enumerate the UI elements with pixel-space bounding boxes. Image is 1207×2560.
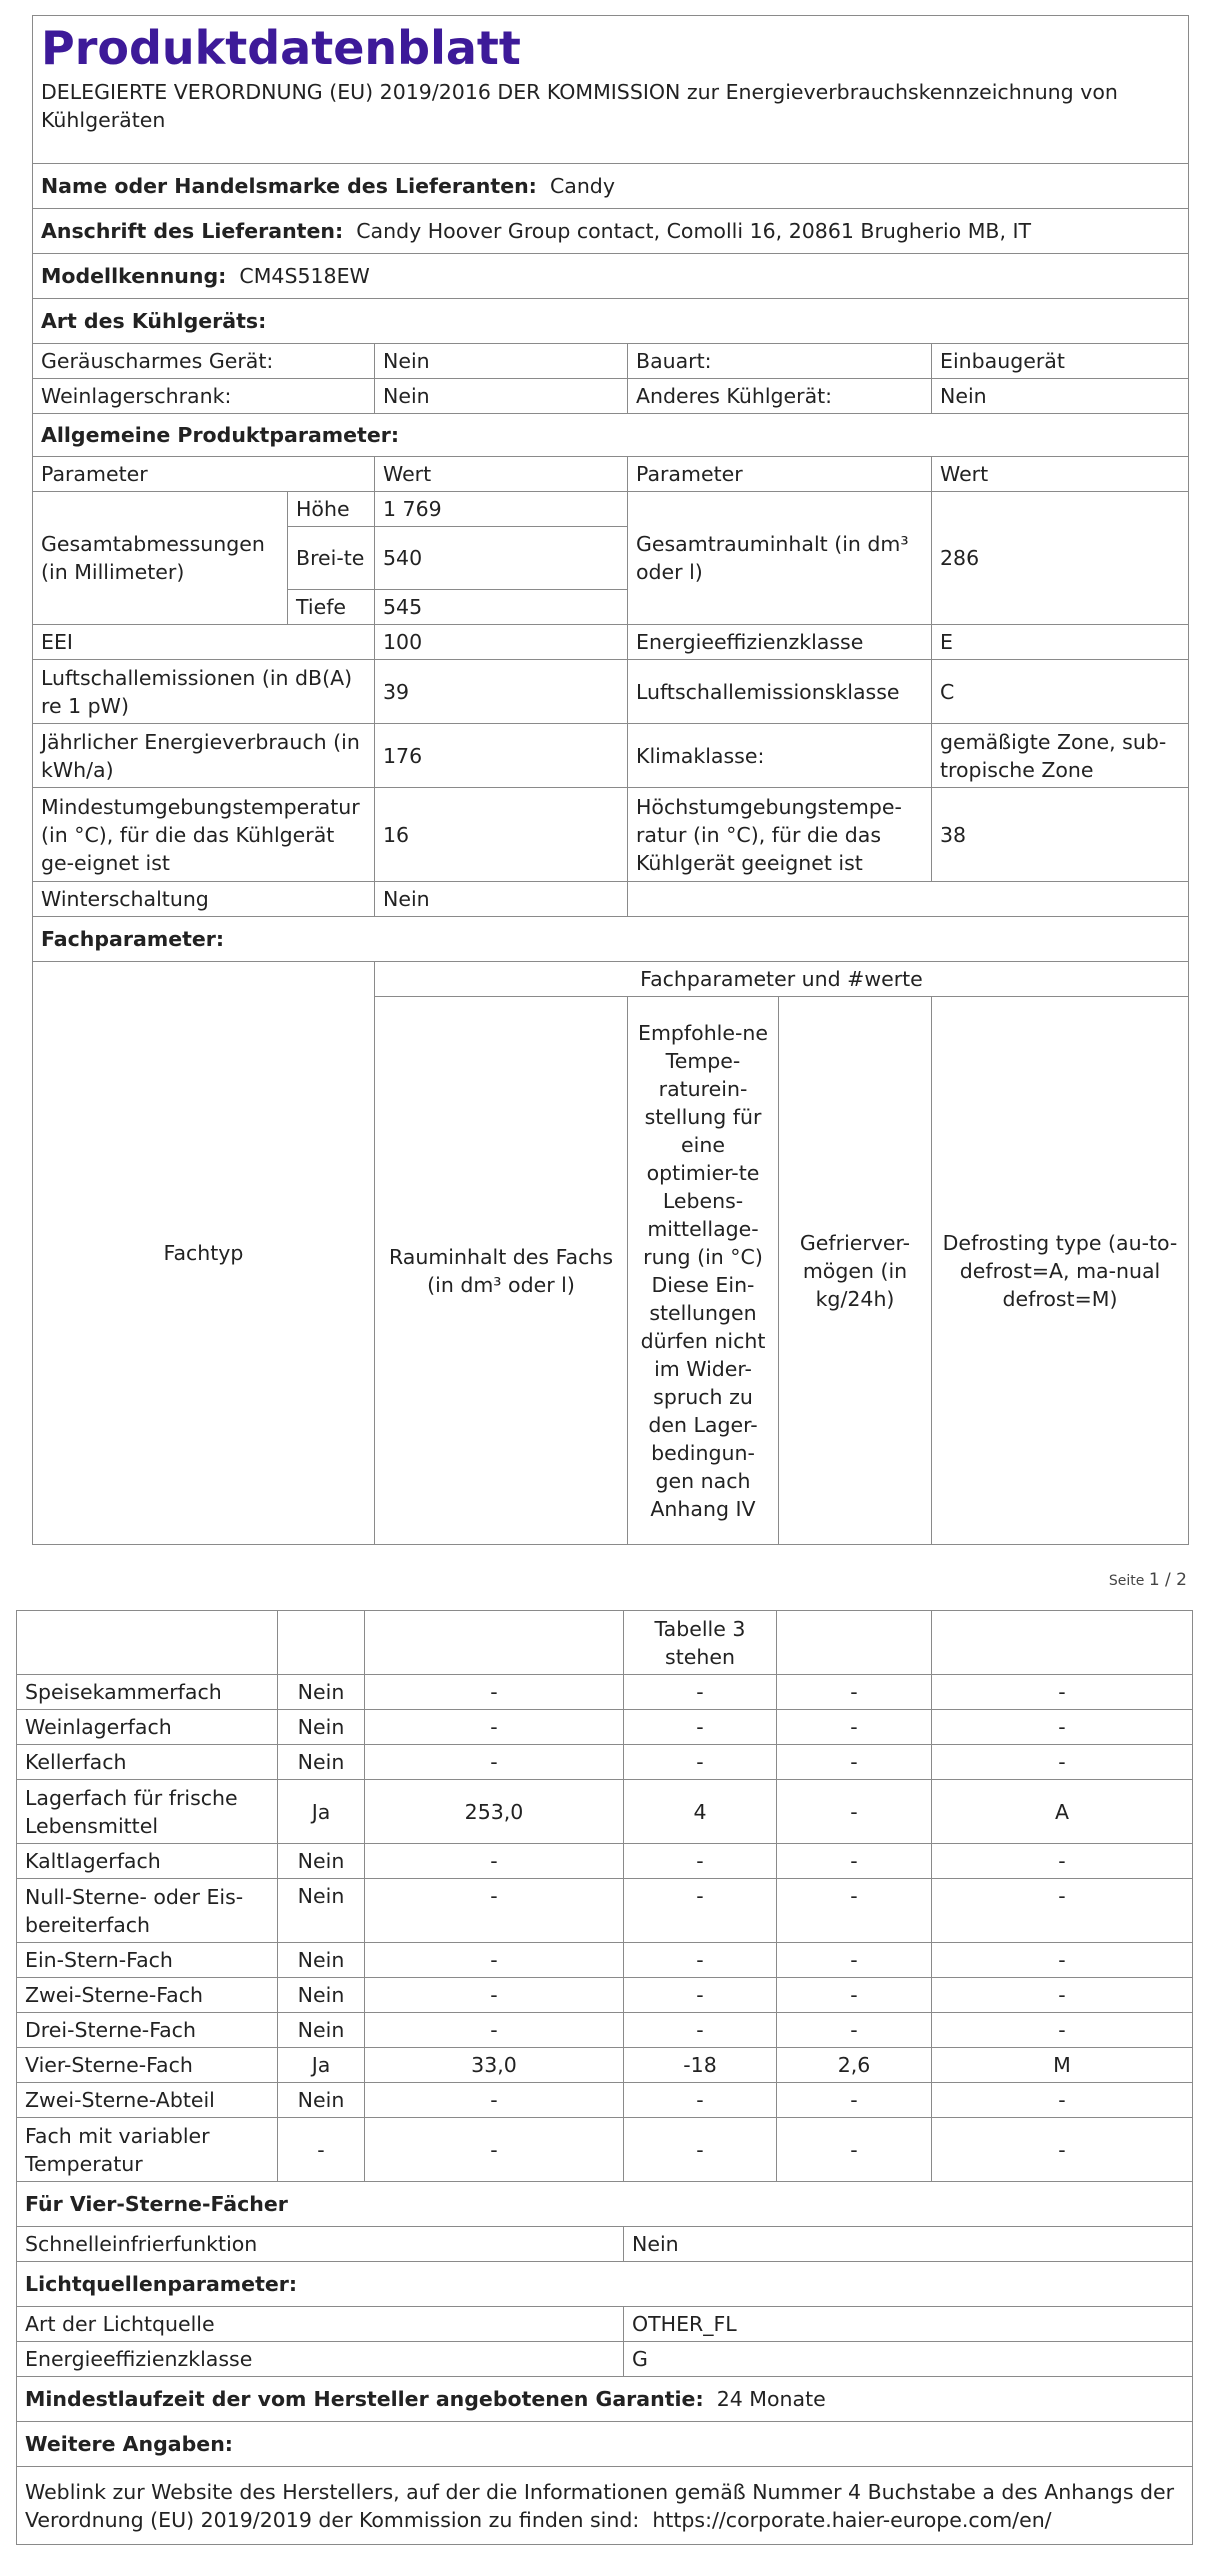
- dimension-key: Brei-te: [288, 527, 375, 590]
- datasheet-table-page2: [16, 1610, 1193, 2545]
- compartment-volume: -: [365, 2083, 624, 2118]
- param-value: C: [932, 660, 1189, 724]
- compartment-freeze-capacity: 2,6: [777, 2048, 932, 2083]
- type-key: Anderes Kühlgerät:: [628, 379, 932, 414]
- compartment-freeze-capacity: -: [777, 2118, 932, 2182]
- compartment-freeze-capacity: -: [777, 1879, 932, 1943]
- supplier-label: Name oder Handelsmarke des Lieferanten:: [41, 174, 537, 198]
- dimensions-label: Gesamtabmessungen (in Millimeter): [33, 492, 288, 625]
- page-title: Produktdatenblatt: [41, 21, 521, 75]
- compartment-name: Kellerfach: [17, 1745, 278, 1780]
- dimension-value: 545: [375, 590, 628, 625]
- comp-heading: Fachparameter:: [33, 917, 1189, 962]
- compartment-freeze-capacity: -: [777, 1710, 932, 1745]
- compartment-freeze-capacity: -: [777, 1943, 932, 1978]
- type-heading: Art des Kühlgeräts:: [33, 299, 1189, 344]
- dimension-key: Tiefe: [288, 590, 375, 625]
- more-text: Weblink zur Website des Herstellers, auf der die Informationen gemäß Nummer 4 Buchstabe a des Anhangs der Verordnung (EU) 2019/2019 der Kommission zu finden sind:: [25, 2479, 1175, 2532]
- param-value: gemäßigte Zone, sub-tropische Zone: [932, 724, 1189, 788]
- supplier-value: Candy: [549, 174, 615, 198]
- compartment-defrost-type: -: [932, 2013, 1193, 2048]
- dimension-key: Höhe: [288, 492, 375, 527]
- address-row: [33, 209, 1189, 254]
- compartment-row: [17, 2083, 1193, 2118]
- compartment-defrost-type: -: [932, 1879, 1193, 1943]
- comp-freeze-header: Gefrierver-mögen (in kg/24h): [779, 997, 932, 1545]
- compartment-row: [17, 1844, 1193, 1879]
- type-value: Nein: [932, 379, 1189, 414]
- type-value: Einbaugerät: [932, 344, 1189, 379]
- page-break: [0, 1561, 1207, 1607]
- compartment-present: Nein: [278, 2013, 365, 2048]
- datasheet-table-page1: [32, 15, 1189, 1545]
- comp-type-header: Fachtyp: [33, 962, 375, 1545]
- param-key: Luftschallemissionen (in dB(A) re 1 pW): [33, 660, 375, 724]
- compartment-present: Nein: [278, 1879, 365, 1943]
- comp-type-continued: [17, 1611, 278, 1675]
- volume-value: 286: [932, 492, 1189, 625]
- footer-page-number: 1 / 2: [1148, 1570, 1187, 1590]
- winter-value: Nein: [375, 882, 628, 917]
- compartment-temperature: -: [624, 1978, 777, 2013]
- compartment-volume: -: [365, 1978, 624, 2013]
- compartment-defrost-type: M: [932, 2048, 1193, 2083]
- compartment-defrost-type: -: [932, 1745, 1193, 1780]
- dimension-value: 540: [375, 527, 628, 590]
- comp-volume-header: Rauminhalt des Fachs (in dm³ oder l): [375, 997, 628, 1545]
- four-star-heading: Für Vier-Sterne-Fächer: [17, 2182, 1193, 2227]
- manufacturer-link[interactable]: https://corporate.haier-europe.com/en/: [652, 2507, 1052, 2532]
- compartment-freeze-capacity: -: [777, 2083, 932, 2118]
- more-info-cell: [17, 2467, 1193, 2545]
- compartment-present: Nein: [278, 1710, 365, 1745]
- compartment-name: Lagerfach für frische Lebensmittel: [17, 1780, 278, 1844]
- param-key: Mindestumgebungstemperatur (in °C), für die das Kühlgerät ge-eignet ist: [33, 788, 375, 882]
- compartment-name: Drei-Sterne-Fach: [17, 2013, 278, 2048]
- type-key: Bauart:: [628, 344, 932, 379]
- warranty-label: Mindestlaufzeit der vom Hersteller angebotenen Garantie:: [25, 2387, 704, 2411]
- compartment-temperature: -: [624, 2013, 777, 2048]
- compartment-volume: -: [365, 1675, 624, 1710]
- param-value: 176: [375, 724, 628, 788]
- compartment-row: [17, 1710, 1193, 1745]
- compartment-name: Speisekammerfach: [17, 1675, 278, 1710]
- warranty-value: 24 Monate: [716, 2387, 826, 2411]
- general-header-param: Parameter: [33, 457, 375, 492]
- param-key: Höchstumgebungstempe-ratur (in °C), für die das Kühlgerät geeignet ist: [628, 788, 932, 882]
- comp-volume-continued: [365, 1611, 624, 1675]
- compartment-name: Zwei-Sterne-Fach: [17, 1978, 278, 2013]
- compartment-name: Zwei-Sterne-Abteil: [17, 2083, 278, 2118]
- comp-freeze-continued: [777, 1611, 932, 1675]
- compartment-defrost-type: -: [932, 1710, 1193, 1745]
- compartment-present: Nein: [278, 1978, 365, 2013]
- compartment-row: [17, 2048, 1193, 2083]
- compartment-rows: [17, 1675, 1193, 2182]
- compartment-volume: -: [365, 1879, 624, 1943]
- compartment-row: [17, 1675, 1193, 1710]
- winter-key: Winterschaltung: [33, 882, 375, 917]
- compartment-name: Null-Sterne- oder Eis-bereiterfach: [17, 1879, 278, 1943]
- compartment-present: Nein: [278, 1675, 365, 1710]
- supplier-row: [33, 164, 1189, 209]
- compartment-defrost-type: -: [932, 2083, 1193, 2118]
- model-label: Modellkennung:: [41, 264, 227, 288]
- compartment-row: [17, 1780, 1193, 1844]
- model-value: CM4S518EW: [239, 264, 370, 288]
- light-value: OTHER_FL: [624, 2307, 1193, 2342]
- compartment-present: -: [278, 2118, 365, 2182]
- light-key: Art der Lichtquelle: [17, 2307, 624, 2342]
- param-value: 100: [375, 625, 628, 660]
- compartment-row: [17, 1745, 1193, 1780]
- comp-group-header: Fachparameter und #werte: [375, 962, 1189, 997]
- compartment-volume: -: [365, 1710, 624, 1745]
- regulation-text: DELEGIERTE VERORDNUNG (EU) 2019/2016 DER KOMMISSION zur Energieverbrauchskennzeichnung von Kühlgeräten: [41, 80, 1118, 132]
- page-2: [16, 1610, 1192, 2545]
- compartment-freeze-capacity: -: [777, 2013, 932, 2048]
- address-label: Anschrift des Lieferanten:: [41, 219, 344, 243]
- compartment-temperature: -: [624, 2083, 777, 2118]
- model-row: [33, 254, 1189, 299]
- compartment-name: Vier-Sterne-Fach: [17, 2048, 278, 2083]
- compartment-defrost-type: A: [932, 1780, 1193, 1844]
- compartment-present: Nein: [278, 1745, 365, 1780]
- page-footer: [1109, 1570, 1187, 1590]
- compartment-defrost-type: -: [932, 1675, 1193, 1710]
- compartment-freeze-capacity: -: [777, 1844, 932, 1879]
- compartment-temperature: -: [624, 1675, 777, 1710]
- comp-temp-header: Empfohle-ne Tempe-raturein-stellung für eine optimier-te Lebens-mittellage-rung (in °C) Diese Ein-stellungen dürfen nicht im Wider-spruch zu den Lager-bedingun-gen nach Anhang IV: [628, 997, 779, 1545]
- compartment-defrost-type: -: [932, 1978, 1193, 2013]
- compartment-row: [17, 2013, 1193, 2048]
- compartment-volume: -: [365, 2013, 624, 2048]
- compartment-present: Nein: [278, 2083, 365, 2118]
- general-header-value: Wert: [375, 457, 628, 492]
- compartment-name: Kaltlagerfach: [17, 1844, 278, 1879]
- compartment-present: Ja: [278, 2048, 365, 2083]
- compartment-volume: 253,0: [365, 1780, 624, 1844]
- compartment-volume: -: [365, 1844, 624, 1879]
- compartment-name: Ein-Stern-Fach: [17, 1943, 278, 1978]
- compartment-row: [17, 2118, 1193, 2182]
- compartment-freeze-capacity: -: [777, 1978, 932, 2013]
- compartment-row: [17, 1943, 1193, 1978]
- compartment-defrost-type: -: [932, 2118, 1193, 2182]
- compartment-volume: -: [365, 1943, 624, 1978]
- compartment-present: Nein: [278, 1943, 365, 1978]
- compartment-present: Ja: [278, 1780, 365, 1844]
- comp-temp-header-continued: Tabelle 3 stehen: [624, 1611, 777, 1675]
- type-key: Geräuscharmes Gerät:: [33, 344, 375, 379]
- footer-label: Seite: [1108, 1573, 1145, 1589]
- address-value: Candy Hoover Group contact, Comolli 16, 20861 Brugherio MB, IT: [356, 219, 1032, 243]
- general-header-value: Wert: [932, 457, 1189, 492]
- compartment-temperature: -: [624, 1844, 777, 1879]
- param-value: 38: [932, 788, 1189, 882]
- param-key: Luftschallemissionsklasse: [628, 660, 932, 724]
- param-value: 16: [375, 788, 628, 882]
- light-heading: Lichtquellenparameter:: [17, 2262, 1193, 2307]
- compartment-freeze-capacity: -: [777, 1675, 932, 1710]
- compartment-temperature: -: [624, 1879, 777, 1943]
- comp-defrost-header: Defrosting type (au-to-defrost=A, ma-nual defrost=M): [932, 997, 1189, 1545]
- compartment-temperature: -18: [624, 2048, 777, 2083]
- comp-defrost-continued: [932, 1611, 1193, 1675]
- compartment-temperature: -: [624, 2118, 777, 2182]
- general-header-param: Parameter: [628, 457, 932, 492]
- empty-cell: [628, 882, 1189, 917]
- compartment-freeze-capacity: -: [777, 1745, 932, 1780]
- param-key: Energieeffizienzklasse: [628, 625, 932, 660]
- general-heading: Allgemeine Produktparameter:: [33, 414, 1189, 457]
- compartment-row: [17, 1978, 1193, 2013]
- type-value: Nein: [375, 379, 628, 414]
- param-key: EEI: [33, 625, 375, 660]
- comp-present-continued: [278, 1611, 365, 1675]
- compartment-temperature: -: [624, 1710, 777, 1745]
- header-cell: [33, 16, 1189, 164]
- more-heading: Weitere Angaben:: [17, 2422, 1193, 2467]
- param-key: Klimaklasse:: [628, 724, 932, 788]
- param-value: E: [932, 625, 1189, 660]
- compartment-temperature: -: [624, 1745, 777, 1780]
- page-1: [32, 15, 1188, 1545]
- compartment-temperature: 4: [624, 1780, 777, 1844]
- compartment-volume: 33,0: [365, 2048, 624, 2083]
- type-value: Nein: [375, 344, 628, 379]
- compartment-volume: -: [365, 1745, 624, 1780]
- compartment-row: [17, 1879, 1193, 1943]
- compartment-defrost-type: -: [932, 1844, 1193, 1879]
- light-key: Energieeffizienzklasse: [17, 2342, 624, 2377]
- compartment-defrost-type: -: [932, 1943, 1193, 1978]
- fast-freeze-value: Nein: [624, 2227, 1193, 2262]
- dimension-value: 1 769: [375, 492, 628, 527]
- light-value: G: [624, 2342, 1193, 2377]
- compartment-name: Weinlagerfach: [17, 1710, 278, 1745]
- type-key: Weinlagerschrank:: [33, 379, 375, 414]
- param-value: 39: [375, 660, 628, 724]
- compartment-freeze-capacity: -: [777, 1780, 932, 1844]
- compartment-volume: -: [365, 2118, 624, 2182]
- compartment-name: Fach mit variabler Temperatur: [17, 2118, 278, 2182]
- warranty-row: [17, 2377, 1193, 2422]
- fast-freeze-key: Schnelleinfrierfunktion: [17, 2227, 624, 2262]
- param-key: Jährlicher Energieverbrauch (in kWh/a): [33, 724, 375, 788]
- compartment-temperature: -: [624, 1943, 777, 1978]
- compartment-present: Nein: [278, 1844, 365, 1879]
- volume-label: Gesamtrauminhalt (in dm³ oder l): [628, 492, 932, 625]
